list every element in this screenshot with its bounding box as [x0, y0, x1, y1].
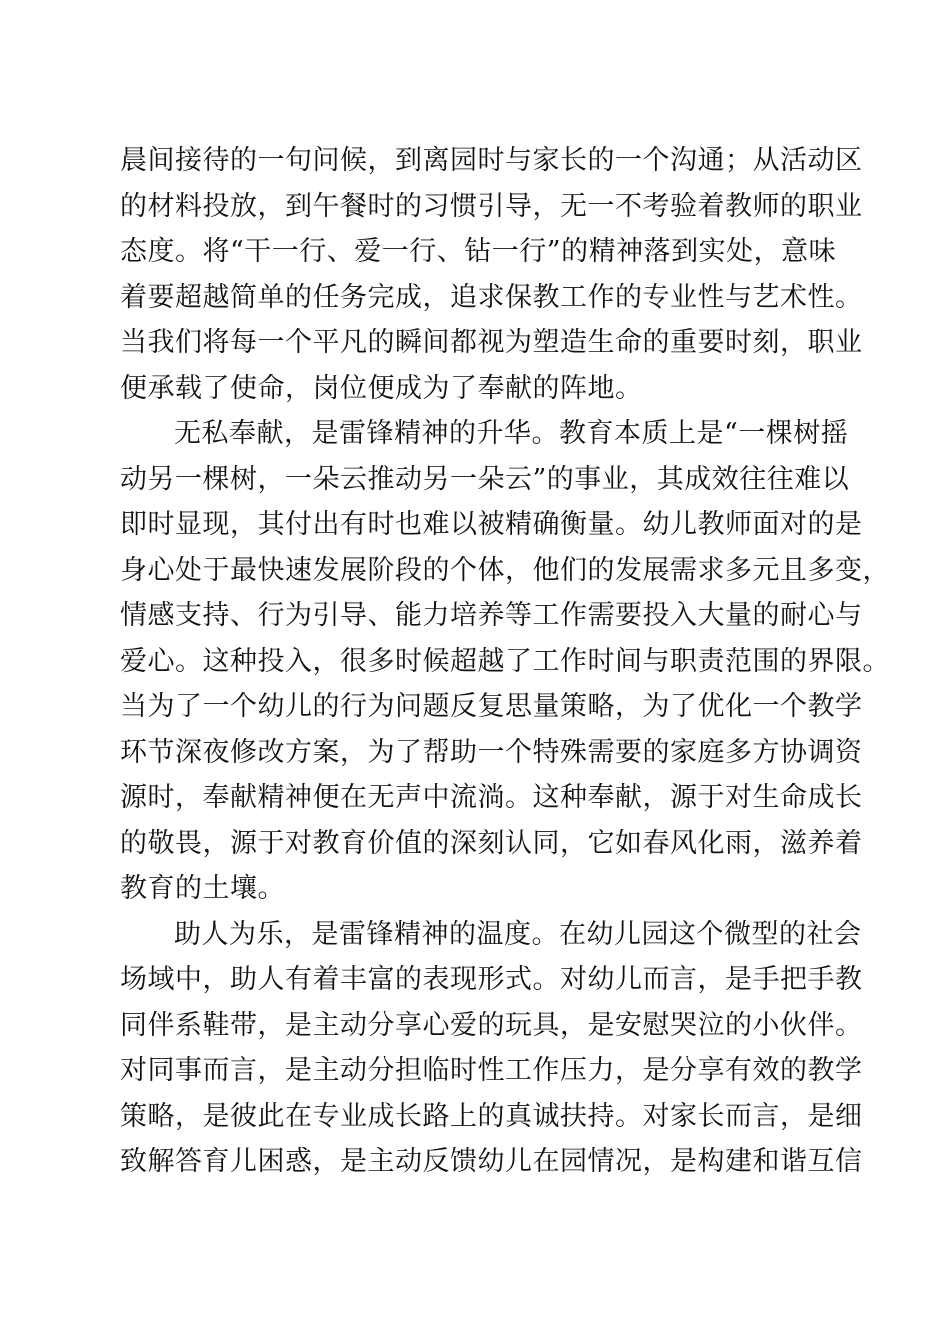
text-line: 动另一棵树，一朵云推动另一朵云”的事业，其成效往往难以: [120, 463, 850, 495]
text-line: 身心处于最快速发展阶段的个体，他们的发展需求多元且多变，: [120, 554, 890, 586]
text-line: 对同事而言，是主动分担临时性工作压力，是分享有效的教学: [120, 1055, 863, 1086]
text-line: 着要超越简单的任务完成，追求保教工作的专业性与艺术性。: [120, 281, 863, 313]
body-text: [120, 138, 890, 1185]
text-line: 爱心。这种投入，很多时候超越了工作时间与职责范围的界限。: [120, 645, 890, 677]
text-line: 当我们将每一个平凡的瞬间都视为塑造生命的重要时刻，职业: [120, 327, 863, 358]
text-line: 源时，奉献精神便在无声中流淌。这种奉献，源于对生命成长: [120, 782, 863, 813]
text-line: 策略，是彼此在专业成长路上的真诚扶持。对家长而言，是细: [120, 1100, 863, 1132]
paragraph-1: [120, 138, 863, 411]
text-line: 即时显现，其付出有时也难以被精确衡量。幼儿教师面对的是: [120, 509, 863, 540]
text-line: 环节深夜修改方案，为了帮助一个特殊需要的家庭多方协调资: [120, 736, 863, 768]
text-line: 教育的土壤。: [120, 873, 285, 904]
paragraph-3: [120, 912, 863, 1185]
text-line: 便承载了使命，岗位便成为了奉献的阵地。: [120, 372, 643, 404]
text-line: 助人为乐，是雷锋精神的温度。在幼儿园这个微型的社会: [174, 918, 862, 950]
text-line: 的敬畏，源于对教育价值的深刻认同，它如春风化雨，滋养着: [120, 827, 863, 859]
text-line: 无私奉献，是雷锋精神的升华。教育本质上是“一棵树摇: [174, 418, 849, 449]
text-line: 同伴系鞋带，是主动分享心爱的玩具，是安慰哭泣的小伙伴。: [120, 1009, 863, 1041]
text-line: 态度。将“干一行、爱一行、钻一行”的精神落到实处，意味: [120, 236, 837, 267]
text-line: 场域中，助人有着丰富的表现形式。对幼儿而言，是手把手教: [120, 964, 863, 995]
text-line: 致解答育儿困惑，是主动反馈幼儿在园情况，是构建和谐互信: [120, 1146, 863, 1177]
text-line: 晨间接待的一句问候，到离园时与家长的一个沟通；从活动区: [120, 145, 863, 176]
paragraph-2: [120, 411, 890, 912]
text-line: 的材料投放，到午餐时的习惯引导，无一不考验着教师的职业: [120, 190, 863, 222]
text-line: 当为了一个幼儿的行为问题反复思量策略，为了优化一个教学: [120, 691, 863, 722]
text-line: 情感支持、行为引导、能力培养等工作需要投入大量的耐心与: [120, 600, 863, 631]
